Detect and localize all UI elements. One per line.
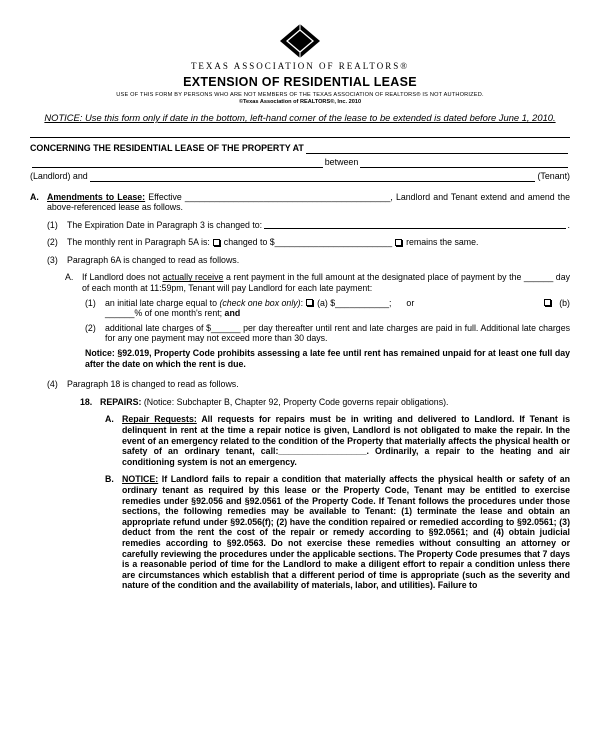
landlord-name-blank[interactable] (360, 165, 568, 168)
item-2-label: (2) (47, 237, 58, 248)
additional-late-charge-item (85, 323, 570, 344)
form-body (30, 192, 570, 591)
late-charge-seg1 (105, 298, 303, 309)
concerning-lead: CONCERNING THE RESIDENTIAL LEASE OF THE PROPERTY AT (30, 142, 304, 153)
percent-blank-text: ______% of one month's rent; (105, 308, 225, 319)
item-2-changed-label: changed to $ (223, 237, 275, 248)
checkbox-rent-remains[interactable] (395, 239, 402, 246)
late-payment-label: A. (65, 272, 74, 283)
logo-container (30, 24, 570, 58)
late-payment-clause (65, 272, 570, 293)
amendments-heading: Amendments to Lease: (47, 191, 146, 202)
checkbox-initial-charge-b[interactable] (544, 299, 551, 306)
tar-diamond-logo-icon (280, 24, 320, 58)
item-2-remains-label: remains the same. (406, 237, 479, 248)
repairs-note: (Notice: Subchapter B, Chapter 92, Property Code governs repair obligations). (141, 396, 449, 407)
amendments-seg1: Effective (145, 191, 185, 202)
late-charge-1-label: (1) (85, 297, 96, 308)
late-charge-1-line2 (105, 308, 570, 319)
late-charge-1-line1 (105, 298, 570, 309)
repair-requests-heading: Repair Requests: (122, 414, 197, 425)
repair-requests-text: All requests for repairs must be in writing and delivered to Landlord. If Tenant is delinquent in rent at the time a repair notice is given, Landlord is not obligated to make the repair. In the event of an emergency related to the condition of the Property that materially affects the physical health or safety of an ordinary tenant, call:__________________. Ordinarily, a repair to the heating and air conditioning system is not an emergency. (122, 414, 570, 467)
repairs-notice-heading: NOTICE: (122, 474, 159, 485)
repair-requests-text-block (122, 414, 570, 467)
section-a-label: A. (30, 191, 39, 202)
item-2-line (67, 237, 570, 248)
item-paragraph-18-row (30, 379, 570, 390)
checkbox-initial-charge-a[interactable] (306, 299, 313, 306)
repairs-number: 18. (80, 396, 93, 407)
repair-requests-row (105, 414, 570, 467)
item-3-text: Paragraph 6A is changed to read as follows. (67, 254, 240, 265)
item-expiration-date (47, 220, 570, 231)
late-seg1: If Landlord does not (82, 272, 163, 283)
between-label: between (324, 156, 359, 167)
amendments-text (47, 192, 570, 213)
repairs-heading-row (80, 397, 570, 408)
item-monthly-rent (47, 237, 570, 248)
concerning-line-2 (30, 155, 570, 169)
tenant-label: (Tenant) (537, 170, 570, 181)
repairs-heading-line (100, 397, 570, 408)
late-charge-2-label: (2) (85, 322, 96, 333)
concerning-line-1 (30, 141, 570, 155)
top-notice: NOTICE: Use this form only if date in the bottom, left-hand corner of the lease to be extended is dated before June 1, 2010. (44, 112, 556, 123)
repairs-heading: REPAIRS: (100, 396, 142, 407)
effective-date-blank[interactable]: __________________________________________ (184, 191, 391, 202)
late-charge-seg1-text: an initial late charge equal to (105, 297, 220, 308)
concerning-line-3 (30, 169, 570, 183)
header-divider (30, 137, 570, 138)
form-title: EXTENSION OF RESIDENTIAL LEASE (183, 75, 417, 89)
repair-requests-label: A. (105, 414, 114, 425)
late-fee-notice-row (85, 348, 570, 369)
initial-late-charge-item (85, 298, 570, 319)
copyright-line: ©Texas Association of REALTORS®, Inc. 2010 (238, 99, 362, 105)
rent-amount-blank[interactable]: ________________________ (274, 237, 393, 248)
item-paragraph-18 (47, 379, 570, 390)
item-1-line (67, 220, 570, 231)
or-label: or (406, 297, 415, 308)
repairs-notice-label: B. (105, 474, 114, 485)
actually-receive-underlined: actually receive (162, 272, 224, 283)
item-4-label: (4) (47, 379, 58, 390)
item-4-text: Paragraph 18 is changed to read as follows. (67, 379, 239, 390)
option-b-text: (b) (559, 297, 570, 308)
concerning-section (30, 141, 570, 183)
late-charge-2-text: additional late charges of $______ per day thereafter until rent and late charges are paid in full. Additional late charges for any one payment may not exceed more than 30 days. (105, 322, 570, 344)
usage-restriction-line: USE OF THIS FORM BY PERSONS WHO ARE NOT MEMBERS OF THE TEXAS ASSOCIATION OF REALTORS® IS NOT AUTHORIZED. (116, 92, 484, 98)
repairs-notice-row (105, 474, 570, 591)
late-charge-seg2: : (300, 297, 304, 308)
late-payment-text (82, 272, 570, 293)
landlord-label: (Landlord) and (30, 170, 88, 181)
checkbox-rent-changed[interactable] (213, 239, 220, 246)
amendments-seg2: , Landlord and Tenant extend and amend the above-referenced lease as follows. (47, 191, 570, 213)
repairs-notice-text: If Landlord fails to repair a condition that materially affects the physical health or safety of an ordinary tenant as required by this lease or the Property Code, Tenant may be entitled to exercise remedies under §92.056 and §92.0561 of the Property Code. If Tenant follows the procedures under those sections, the following remedies may be available to Tenant: (1) terminate the lease and obtain an appropriate refund under §92.056(f); (2) have the condition repaired or remedied according to §92.0561; (3) deduct from the rent the cost of the repair or remedy according to §92.0561; and (4) obtain judicial remedies according to §92.0563. Do not exercise these remedies without consulting an attorney or carefully reviewing the procedures under the applicable sections. The Property Code presumes that 7 days is a reasonable period of time for the Landlord to make a diligent effort to repair a condition unless there are circumstances which establish that a different period of time is appropriate (such as the severity and nature of the condition and the availability of materials, labor, and utilities). Failure to (122, 474, 570, 591)
section-amendments (30, 192, 570, 213)
late-seg2: a rent payment in the full amount at the designated place of payment by the ______ day of each month at 11:59pm, Tenant will pay Landlord for each late payment: (82, 272, 570, 294)
expiration-date-blank[interactable] (264, 226, 565, 229)
property-address-blank-2[interactable] (32, 165, 323, 168)
property-address-blank[interactable] (306, 151, 568, 154)
item-1-period: . (567, 219, 570, 230)
item-3-label: (3) (47, 254, 58, 265)
item-paragraph-6a (47, 255, 570, 266)
tenant-name-blank[interactable] (90, 179, 536, 182)
late-fee-notice: Notice: §92.019, Property Code prohibits assessing a late fee until rent has remained unpaid for at least one full day after the date on which the rent is due. (85, 348, 570, 369)
item-1-text: The Expiration Date in Paragraph 3 is changed to: (67, 219, 263, 230)
late-charge-1-content (105, 298, 570, 319)
option-a-text: (a) $___________; (317, 297, 392, 308)
org-name: TEXAS ASSOCIATION OF REALTORS® (190, 61, 410, 71)
and-bold: and (224, 308, 241, 319)
item-1-label: (1) (47, 219, 58, 230)
item-2-text: The monthly rent in Paragraph 5A is: (67, 237, 210, 248)
check-one-box-italic: (check one box only) (219, 297, 301, 308)
repairs-notice-text-block (122, 474, 570, 591)
